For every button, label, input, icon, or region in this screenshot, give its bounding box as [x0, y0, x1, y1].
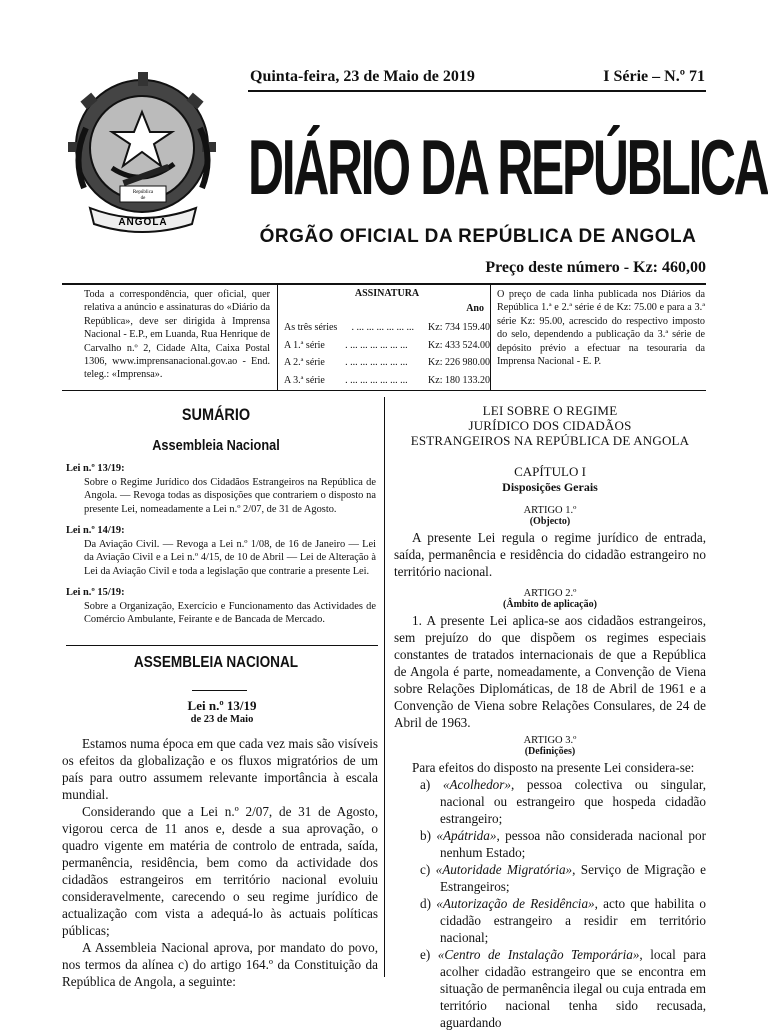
definition-text: , local para acolher cidadão estrangeiro que se encontra em situação de permanência ilegal ou cuja entrada em território nacional tenha sido recusada, aguardando [440, 947, 706, 1031]
definition-letter: a) [420, 777, 431, 793]
subscription-dots: . ... ... ... ... ... ... [351, 322, 414, 334]
law-title-line: JURÍDICO DOS CIDADÃOS [468, 417, 632, 433]
masthead-subtitle: ÓRGÃO OFICIAL DA REPÚBLICA DE ANGOLA [259, 226, 697, 247]
header-rule [248, 90, 706, 92]
article-title: (Objecto) [529, 516, 571, 528]
definition-item [394, 946, 706, 1031]
law-number: Lei n.º 13/19 [187, 698, 257, 713]
preamble [62, 735, 378, 990]
subscription-table [284, 319, 490, 389]
pricing-note: O preço de cada linha publicada nos Diários da República 1.ª e 2.ª série é de Kz: 75.00 e para a 3.ª série Kz: 95.00, acrescido do respectivo imposto do selo, dependendo a publicação da 3.ª série de depósito prévio a efectuar na tesouraria da Imprensa Nacional - E. P. [497, 289, 705, 368]
summary-item-title: Lei n.º 15/19: [66, 587, 125, 598]
subscription-label: A 1.ª série [284, 339, 325, 351]
definition-term: «Autoridade Migratória» [435, 862, 573, 878]
article-text: Para efeitos do disposto na presente Lei considera-se: [412, 760, 695, 776]
info-box-top-rule [62, 283, 706, 285]
subscription-value: Kz: 433 524.00 [428, 339, 490, 351]
chapter-heading: CAPÍTULO I [514, 464, 586, 480]
definition-term: «Apátrida» [436, 828, 497, 844]
emblem-text-mid: de [140, 196, 146, 201]
masthead-title: DIÁRIO DA REPÚBLICA [248, 123, 768, 211]
subscription-row [284, 354, 490, 372]
subscription-year-label: Ano [466, 303, 484, 314]
definition-term: «Autorização de Residência» [436, 896, 595, 912]
short-rule [192, 690, 247, 691]
subscription-row [284, 337, 490, 355]
issue-date: Quinta-feira, 23 de Maio de 2019 [250, 68, 475, 85]
definition-term: «Acolhedor» [442, 777, 511, 793]
subscription-label: A 3.ª série [284, 375, 325, 387]
info-box-divider [277, 284, 278, 390]
summary-item-body: Sobre o Regime Jurídico dos Cidadãos Estrangeiros na República de Angola. — Revoga todas as disposições que contrariem o disposto na presente Lei, nomeadamente a Lei n.º 2/07, de 31 de Agosto. [84, 476, 376, 515]
article-text: A presente Lei regula o regime jurídico de entrada, saída, permanência e residência do cidadão estrangeiro no território nacional. [394, 530, 706, 580]
definition-text: , pessoa colectiva ou singular, nacional ou estrangeiro que hospeda cidadão estrangeiro; [440, 777, 706, 827]
subscription-value: Kz: 226 980.00 [428, 357, 490, 369]
dateline [250, 66, 705, 88]
definition-item [394, 895, 706, 946]
definition-letter: c) [420, 862, 431, 878]
subscription-dots: . ... ... ... ... ... ... [345, 357, 408, 369]
summary-item-title: Lei n.º 13/19: [66, 463, 125, 474]
subscription-label: As três séries [284, 322, 338, 334]
section-rule [66, 645, 378, 646]
article-heading: ARTIGO 2.º [523, 588, 577, 600]
summary-item [66, 462, 376, 516]
definition-item [394, 827, 706, 861]
article-title: (Âmbito de aplicação) [503, 599, 597, 611]
definition-term: «Centro de Instalação Temporária» [437, 947, 640, 963]
definition-letter: e) [420, 947, 431, 963]
issue-series: I Série – N.º 71 [603, 68, 705, 85]
correspondence-notice: Toda a correspondência, quer oficial, quer relativa a anúncio e assinaturas do «Diário da República», deve ser dirigida à Imprensa Nacional - E.P., em Luanda, Rua Henrique de Carvalho n.º 2, Cidade Alta, Caixa Postal 1306, www.imprensanacional.gov.ao - End. teleg.: «Imprensa». [84, 289, 270, 381]
summary-section-title: Assembleia Nacional [152, 437, 280, 454]
subscription-value: Kz: 734 159.40 [428, 322, 490, 334]
article-heading: ARTIGO 3.º [523, 735, 577, 747]
article-text: 1. A presente Lei aplica-se aos cidadãos estrangeiros, sem prejuízo do que dispõem os regimes especiais constantes de tratados internacionais de que a República de Angola é parte, nomeadamente, a Convenção de Viena sobre Relações Diplomáticas, de 18 de Abril de 1961 e a Convenção de Viena sobre Relações Consulares, de 24 de Abril de 1963. [394, 613, 706, 731]
summary-item [66, 586, 376, 627]
law-title-line: LEI SOBRE O REGIME [482, 403, 618, 418]
summary-item [66, 524, 376, 578]
definition-item [394, 861, 706, 895]
definition-item [394, 776, 706, 827]
subscription-label: A 2.ª série [284, 357, 325, 369]
subscription-dots: . ... ... ... ... ... ... [345, 375, 408, 387]
preamble-paragraph: Estamos numa época em que cada vez mais são visíveis os efeitos da globalização e os fluxos migratórios de um país para outro assumem relevante importância à escala mundial. [62, 736, 378, 802]
definition-text: , pessoa não considerada nacional por nenhum Estado; [440, 828, 706, 861]
emblem-text-top: República [132, 190, 154, 195]
column-divider [384, 397, 385, 977]
coat-of-arms-emblem [62, 68, 224, 240]
subscription-row [284, 319, 490, 337]
info-box-bottom-rule [62, 390, 706, 391]
definition-text: , acto que habilita o cidadão estrangeiro a residir em território nacional; [440, 896, 707, 946]
article-heading: ARTIGO 1.º [523, 505, 577, 517]
section-title: ASSEMBLEIA NACIONAL [133, 654, 299, 671]
info-box-divider [490, 284, 491, 390]
summary-item-body: Da Aviação Civil. — Revoga a Lei n.º 1/08, de 16 de Janeiro — Lei da Aviação Civil e a Lei n.º 4/15, de 10 de Abril — Lei de Alteração à Lei da Aviação Civil e toda a legislação que contrarie a presente Lei. [84, 538, 376, 577]
preamble-paragraph: Considerando que a Lei n.º 2/07, de 31 de Agosto, vigorou cerca de 11 anos e, desde a sua aprovação, o quadro vigente em matéria de controlo de entrada, saída, permanência, residência, bem como da actividade dos cidadãos estrangeiros em território nacional evoluiu consideravelmente, carecendo o seu regime jurídico de actualização com vista a adequá-lo às actuais políticas públicas; [62, 804, 378, 938]
emblem-text-bottom: ANGOLA [118, 217, 168, 228]
summary-item-body: Sobre a Organização, Exercício e Funcionamento das Actividades de Comércio Ambulante, Feirante e de Bancada de Mercado. [84, 600, 376, 626]
issue-price: Preço deste número - Kz: 460,00 [485, 259, 706, 276]
law-date: de 23 de Maio [190, 714, 254, 725]
definition-letter: d) [420, 896, 431, 912]
subscription-dots: . ... ... ... ... ... ... [345, 339, 408, 351]
definition-text: , Serviço de Migração e Estrangeiros; [440, 862, 706, 895]
definition-letter: b) [420, 828, 431, 844]
law-text-column [394, 404, 706, 1031]
subscription-row [284, 372, 490, 390]
subscription-title: ASSINATURA [354, 288, 420, 299]
law-title-line: ESTRANGEIROS NA REPÚBLICA DE ANGOLA [410, 432, 690, 448]
chapter-title: Disposições Gerais [502, 480, 598, 495]
subscription-value: Kz: 180 133.20 [428, 375, 490, 387]
preamble-paragraph: A Assembleia Nacional aprova, por mandato do povo, nos termos da alínea c) do artigo 164.º da Constituição da República de Angola, a seguinte: [62, 940, 378, 989]
article-title: (Definições) [524, 746, 576, 758]
summary-item-title: Lei n.º 14/19: [66, 525, 125, 536]
summary-title: SUMÁRIO [181, 405, 251, 424]
